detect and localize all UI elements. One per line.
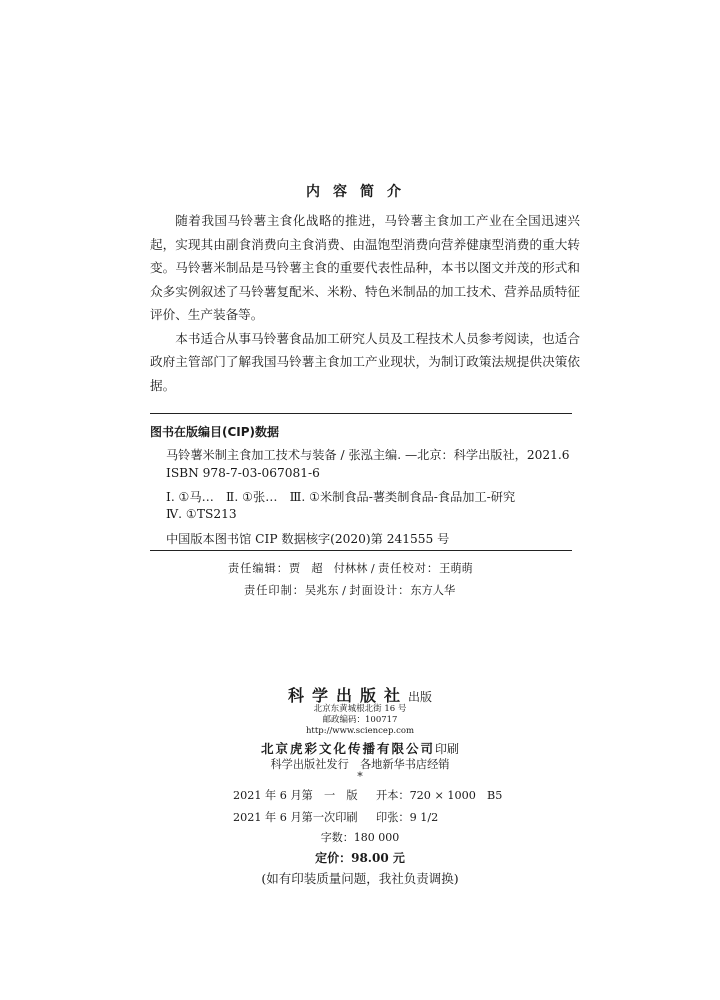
printer-suffix: 印刷 — [435, 742, 460, 756]
credit-separator: / — [367, 562, 379, 575]
cip-classification-1: Ⅰ. ①马… Ⅱ. ①张… Ⅲ. ①米制食品-薯类制食品-食品加工-研究 — [166, 490, 516, 504]
quality-notice: (如有印装质量问题，我社负责调换) — [261, 871, 459, 886]
publisher-address: 北京东黄城根北街 16 号 — [313, 704, 407, 714]
intro-paragraph-2: 本书适合从事马铃薯食品加工研究人员及工程技术人员参考阅读，也适合政府主管部门了解我国马铃薯主食加工产业现状，为制订政策法规提供决策依据。 — [150, 330, 580, 393]
publisher-postcode: 邮政编码：100717 — [322, 715, 398, 725]
editor-names: 贾 超 付林林 — [288, 562, 368, 575]
cip-isbn: ISBN 978-7-03-067081-6 — [166, 466, 320, 480]
intro-title: 内容简介 — [306, 184, 414, 200]
cip-heading: 图书在版编目(CIP)数据 — [150, 425, 280, 439]
editor-credit — [228, 560, 473, 576]
credit-separator: / — [338, 584, 350, 597]
printing-info: 2021 年 6 月第一次印刷 — [233, 811, 358, 824]
edition-info: 2021 年 6 月第 一 版 — [233, 789, 358, 802]
sheets-info: 印张：9 1/2 — [376, 811, 439, 824]
separator-star: * — [357, 770, 363, 783]
proofreader-label: 责任校对： — [378, 562, 440, 575]
word-count: 字数：180 000 — [320, 831, 400, 844]
intro-body — [150, 209, 580, 397]
publisher-line — [0, 683, 720, 706]
intro-paragraph-1: 随着我国马铃薯主食化战略的推进，马铃薯主食加工产业在全国迅速兴起，实现其由副食消费向主食消费、由温饱型消费向营养健康型消费的重大转变。马铃薯米制品是马铃薯主食的重要代表性品种，本书以图文并茂的形式和众多实例叙述了马铃薯复配米、米粉、特色米制品的加工技术、营养品质特征评价、生产装备等。 — [150, 213, 580, 322]
cip-book-line: 马铃薯米制主食加工技术与装备 / 张泓主编. —北京：科学出版社，2021.6 — [166, 448, 570, 462]
format-info: 开本：720 × 1000 B5 — [376, 789, 503, 802]
cip-verification: 中国版本图书馆 CIP 数据核字(2020)第 241555 号 — [166, 532, 450, 546]
distribution-line: 科学出版社发行 各地新华书店经销 — [270, 758, 450, 771]
editor-label: 责任编辑： — [228, 562, 289, 575]
publisher-website: http://www.sciencep.com — [305, 726, 415, 736]
cover-designer-name: 东方人华 — [410, 584, 456, 597]
proofreader-name: 王萌萌 — [439, 562, 473, 575]
print-supervisor-name: 吴兆东 — [304, 584, 339, 597]
publisher-suffix: 出版 — [408, 690, 433, 704]
printer-line — [0, 738, 720, 757]
cover-designer-label: 封面设计： — [349, 584, 411, 597]
print-credit — [244, 582, 455, 598]
cip-top-rule — [150, 413, 572, 414]
cip-bottom-rule — [150, 550, 572, 551]
print-supervisor-label: 责任印制： — [244, 584, 305, 597]
printer-name: 北京虎彩文化传播有限公司 — [260, 741, 435, 756]
price: 定价：98.00 元 — [315, 851, 405, 865]
publisher-name: 科学出版社 — [287, 686, 408, 705]
cip-classification-2: Ⅳ. ①TS213 — [166, 507, 237, 521]
